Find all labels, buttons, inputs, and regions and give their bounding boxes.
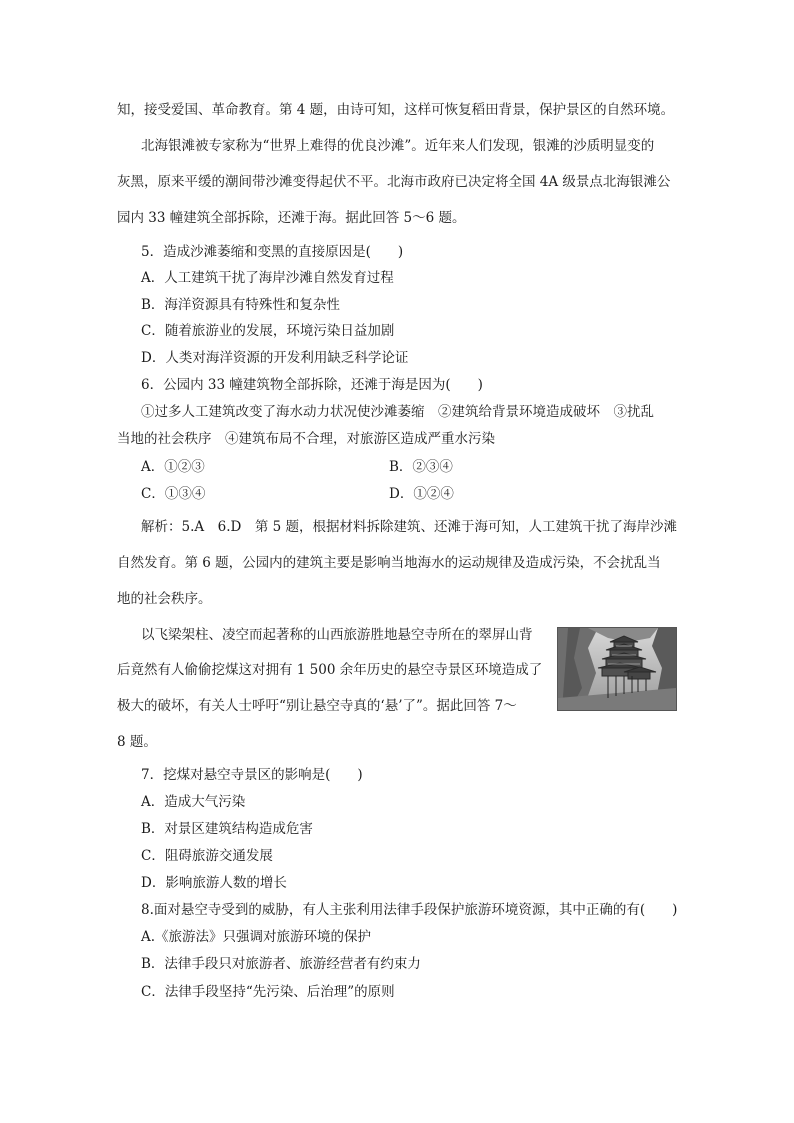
question-8-option-a: A.《旅游法》只强调对旅游环境的保护 xyxy=(141,929,372,945)
analysis-line2: 自然发育。第 6 题，公园内的建筑主要是影响当地海水的运动规律及造成污染，不会扰乱当 xyxy=(117,555,661,571)
passage2-line2: 后竟然有人偷偷挖煤这对拥有 1 500 余年历史的悬空寺景区环境造成了 xyxy=(117,662,543,678)
question-6-stem: 6．公园内 33 幢建筑物全部拆除，还滩于海是因为( ) xyxy=(141,377,483,393)
question-6-option-d: D．①②④ xyxy=(389,486,454,502)
question-6-option-c: C．①③④ xyxy=(141,486,206,502)
passage1-line3: 园内 33 幢建筑全部拆除，还滩于海。据此回答 5～6 题。 xyxy=(117,210,466,226)
hanging-temple-photo xyxy=(557,627,677,711)
question-6-statements-line2: 当地的社会秩序 ④建筑布局不合理，对旅游区造成严重水污染 xyxy=(117,431,495,447)
intro-line: 知，接受爱国、革命教育。第 4 题，由诗可知，这样可恢复稻田背景，保护景区的自然环境。 xyxy=(117,102,675,118)
passage2-line4: 8 题。 xyxy=(117,734,157,750)
question-5-option-a: A．人工建筑干扰了海岸沙滩自然发育过程 xyxy=(141,270,394,286)
question-7-option-a: A．造成大气污染 xyxy=(141,794,246,810)
question-5-option-d: D．人类对海洋资源的开发利用缺乏科学论证 xyxy=(141,350,409,366)
question-8-option-b: B．法律手段只对旅游者、旅游经营者有约束力 xyxy=(141,956,421,972)
analysis-line3: 地的社会秩序。 xyxy=(117,591,212,607)
question-5-option-c: C．随着旅游业的发展，环境污染日益加剧 xyxy=(141,323,395,339)
question-8-option-c: C．法律手段坚持“先污染、后治理”的原则 xyxy=(141,984,395,1000)
question-5-option-b: B．海洋资源具有特殊性和复杂性 xyxy=(141,297,340,313)
question-8-stem: 8.面对悬空寺受到的威胁，有人主张利用法律手段保护旅游环境资源，其中正确的有( ) xyxy=(141,902,678,918)
question-6-statements-line1: ①过多人工建筑改变了海水动力状况使沙滩萎缩 ②建筑给背景环境造成破坏 ③扰乱 xyxy=(141,404,654,420)
passage2-line1: 以飞梁架柱、凌空而起著称的山西旅游胜地悬空寺所在的翠屏山背 xyxy=(141,627,533,643)
question-6-option-a: A．①②③ xyxy=(141,459,205,475)
passage1-line2: 灰黑，原来平缓的潮间带沙滩变得起伏不平。北海市政府已决定将全国 4A 级景点北海银滩公 xyxy=(117,174,671,190)
passage2-line3: 极大的破坏，有关人士呼吁“别让悬空寺真的‘悬’了”。据此回答 7～ xyxy=(117,698,517,714)
question-7-option-c: C．阻碍旅游交通发展 xyxy=(141,848,273,864)
question-5-stem: 5．造成沙滩萎缩和变黑的直接原因是( ) xyxy=(141,244,404,260)
passage1-line1: 北海银滩被专家称为“世界上难得的优良沙滩”。近年来人们发现，银滩的沙质明显变的 xyxy=(141,138,655,154)
question-7-stem: 7．挖煤对悬空寺景区的影响是( ) xyxy=(141,767,363,783)
question-6-option-b: B．②③④ xyxy=(389,459,453,475)
question-7-option-b: B．对景区建筑结构造成危害 xyxy=(141,821,313,837)
analysis-line1: 解析：5.A 6.D 第 5 题，根据材料拆除建筑、还滩于海可知，人工建筑干扰了海岸沙滩 xyxy=(141,519,678,535)
question-7-option-d: D．影响旅游人数的增长 xyxy=(141,875,287,891)
